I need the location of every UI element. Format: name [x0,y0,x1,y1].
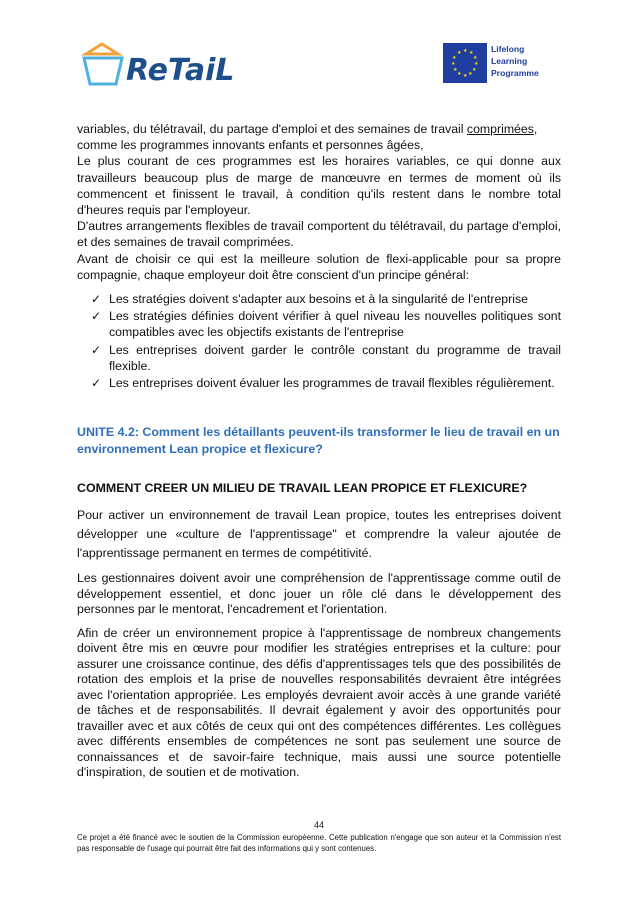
svg-text:★: ★ [473,55,478,61]
eu-logo-text [491,43,539,79]
checklist-text: Les entreprises doivent garder le contrôle constant du programme de travail flexible. [109,342,561,373]
svg-text:★: ★ [469,50,474,56]
paragraph: D'autres arrangements flexibles de travail comportent du télétravail, du partage d'emploi, et des semaines de travail comprimées. [77,219,561,250]
checklist-item [91,375,561,391]
svg-text:★: ★ [457,50,462,56]
svg-text:★: ★ [452,55,457,61]
svg-text:★: ★ [453,67,458,73]
page-number: 44 [313,820,324,830]
eu-logo-line: Lifelong [491,44,525,54]
retail-logo [80,40,240,92]
svg-text:★: ★ [463,48,468,54]
svg-text:★: ★ [468,71,473,77]
checkmark-icon: ✓ [91,376,102,391]
eu-lifelong-learning-logo [443,43,553,83]
underlined-word: comprimées [466,122,534,136]
section-heading: COMMENT CREER UN MILIEU DE TRAVAIL LEAN PROPICE ET FLEXICURE? [77,481,528,496]
retail-logo-text: ReTaiL [126,53,235,88]
checklist-text: Les stratégies définies doivent vérifier à quel niveau les nouvelles politiques sont compatibles avec les objectifs existants de l'entreprise [109,309,561,340]
svg-text:★: ★ [457,71,462,77]
paragraph: comme les programmes innovants enfants et personnes âgées, [77,138,424,153]
svg-text:★: ★ [451,61,456,67]
checklist-item [91,291,561,307]
checklist [91,291,561,391]
unit-heading: UNITE 4.2: Comment les détaillants peuvent-ils transformer le lieu de travail en un environnement Lean propice et flexicure? [77,425,560,457]
eu-logo-line: Learning [491,56,528,66]
paragraph: Afin de créer un environnement propice à l'apprentissage de nombreux changements doivent être mis en œuvre pour modifier les stratégies entreprises et la culture: pour assurer une croissance continue, des défis d'apprentissages tels que des possibilités de rotation des emplois et la prise de nouvelles responsabilités devraient être intégrées avec l'orientation appropriée. Les employés devraient avoir accès à une grande variété de tâches et de responsabilités. Il devrait également y avoir des opportunités pour travailler avec et aux côtés de ceux qui ont des compétences différentes. Les collègues avec différents ensembles de compétences ne sont pas seulement une source de connaissances et de savoir-faire technique, mais aussi une source potentielle d'inspiration, de soutien et de motivation. [77,625,561,780]
checklist-text: Les entreprises doivent évaluer les programmes de travail flexibles régulièrement. [109,376,555,391]
eu-flag-icon [443,43,487,83]
document-body [77,121,561,781]
paragraph-text: variables, du télétravail, du partage d'emploi et des semaines de travail [77,122,467,136]
paragraph: Les gestionnaires doivent avoir une compréhension de l'apprentissage comme outil de développement essentiel, et donc jouer un rôle clé dans le développement des personnes par le mentorat, l'encadrement et l'orientation. [77,571,561,617]
svg-text:★: ★ [472,67,477,73]
funding-disclaimer: Ce projet a été financé avec le soutien de la Commission européenne. Cette publication n'engage que son auteur et la Commission n'est pas responsable de l'usage qui pourrait être fait des informations qui y sont contenues. [77,833,561,853]
svg-text:★: ★ [463,73,468,79]
checkmark-icon: ✓ [91,309,102,324]
svg-text:★: ★ [474,61,479,67]
checklist-text: Les stratégies doivent s'adapter aux besoins et à la singularité de l'entreprise [109,292,528,307]
paragraph-text: , [533,122,538,136]
checklist-item [91,342,561,374]
paragraph [77,121,561,137]
paragraph: Avant de choisir ce qui est la meilleure solution de flexi-applicable pour sa propre compagnie, chaque employeur doit être conscient d'un principe général: [77,251,561,282]
paragraph: Le plus courant de ces programmes est les horaires variables, ce qui donne aux travailleurs beaucoup plus de marge de manœuvre en termes de moment où ils commencent et finissent le travail, à condition qu'ils restent dans le nombre total d'heures requis par l'employeur. [77,154,561,218]
paragraph: Pour activer un environnement de travail Lean propice, toutes les entreprises doivent développer une «culture de l'apprentissage" et comprendre la valeur ajoutée de l'apprentissage permanent en termes de compétitivité. [77,508,561,561]
checkmark-icon: ✓ [91,342,102,357]
checkmark-icon: ✓ [91,292,102,307]
checklist-item [91,308,561,340]
eu-logo-line: Programme [491,68,539,78]
